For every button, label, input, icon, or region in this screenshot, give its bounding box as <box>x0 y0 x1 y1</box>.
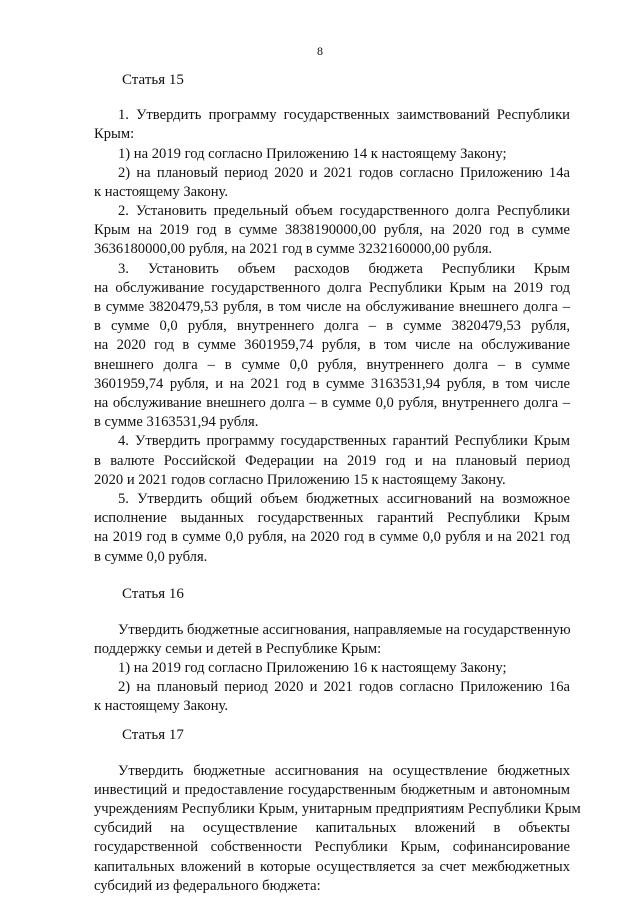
article-15-line: на 2019 год в сумме 0,0 рубля, на 2020 год в сумме 0,0 рубля и на 2021 год <box>94 529 570 546</box>
page-number: 8 <box>317 44 323 58</box>
article-15-line: в сумме 0,0 рубля, внутреннего долга – в сумме 3820479,53 рубля, <box>94 318 570 335</box>
article-15-line: 2) на плановый период 2020 и 2021 годов согласно Приложению 14а <box>118 164 570 181</box>
article-16-line: к настоящему Закону. <box>94 698 229 715</box>
article-17-line: капитальных вложений в которые осуществляется за счет межбюджетных <box>94 858 570 875</box>
article-16-line: Утвердить бюджетные ассигнования, направляемые на государственную <box>118 621 571 638</box>
article-15-line: 1. Утвердить программу государственных заимствований Республики <box>118 107 570 124</box>
article-15-line: 3601959,74 рубля, и на 2021 год в сумме 3163531,94 рубля, в том числе <box>94 375 570 392</box>
article-15-line: на 2020 год в сумме 3601959,74 рубля, в том числе на обслуживание <box>94 337 570 354</box>
article-15-line: в сумме 0,0 рубля. <box>94 548 208 565</box>
article-15-line: в сумме 3820479,53 рубля, в том числе на обслуживание внешнего долга – <box>94 299 570 316</box>
article-15-line: 4. Утвердить программу государственных гарантий Республики Крым <box>118 433 570 450</box>
article-17-line: инвестиций и предоставление государственным бюджетным и автономным <box>94 781 570 798</box>
article-17-heading: Статья 17 <box>122 727 184 744</box>
article-17-line: Утвердить бюджетные ассигнования на осуществление бюджетных <box>118 762 570 779</box>
article-15-heading: Статья 15 <box>122 71 184 88</box>
article-17-line: субсидий на осуществление капитальных вложений в объекты <box>94 820 570 837</box>
article-15-line: Крым на 2019 год в сумме 3838190000,00 рубля, на 2020 год в сумме <box>94 222 570 239</box>
article-15-line: 2020 и 2021 годов согласно Приложению 15 к настоящему Закону. <box>94 471 506 488</box>
article-15-line: внешнего долга – в сумме 0,0 рубля, внутреннего долга – в сумме <box>94 356 570 373</box>
article-15-line: 2. Установить предельный объем государственного долга Республики <box>118 203 570 220</box>
article-15-line: 3. Установить объем расходов бюджета Республики Крым <box>118 260 570 277</box>
article-17-line: субсидий из федерального бюджета: <box>94 877 321 894</box>
article-15-line: на обслуживание государственного долга Республики Крым на 2019 год <box>94 279 570 296</box>
article-15-line: в валюте Российской Федерации на 2019 год и на плановый период <box>94 452 570 469</box>
article-15-line: к настоящему Закону. <box>94 183 229 200</box>
article-16-line: поддержку семьи и детей в Республике Крым: <box>94 640 382 657</box>
article-16-line: 1) на 2019 год согласно Приложению 16 к настоящему Закону; <box>118 659 507 676</box>
article-15-line: 3636180000,00 рубля, на 2021 год в сумме 3232160000,00 рубля. <box>94 241 493 258</box>
article-15-line: 5. Утвердить общий объем бюджетных ассигнований на возможное <box>118 491 570 508</box>
article-15-line: на обслуживание внешнего долга – в сумме 0,0 рубля, внутреннего долга – <box>94 395 570 412</box>
article-15-line: Крым: <box>94 126 135 143</box>
article-17-line: государственной собственности Республики Крым, софинансирование <box>94 839 570 856</box>
article-15-line: в сумме 3163531,94 рубля. <box>94 414 259 431</box>
article-17-line: учреждениям Республики Крым, унитарным предприятиям Республики Крым <box>94 801 581 818</box>
article-16-heading: Статья 16 <box>122 586 184 603</box>
article-16-line: 2) на плановый период 2020 и 2021 годов согласно Приложению 16а <box>118 679 570 696</box>
article-15-line: 1) на 2019 год согласно Приложению 14 к настоящему Закону; <box>118 145 507 162</box>
article-15-line: исполнение выданных государственных гарантий Республики Крым <box>94 510 570 527</box>
